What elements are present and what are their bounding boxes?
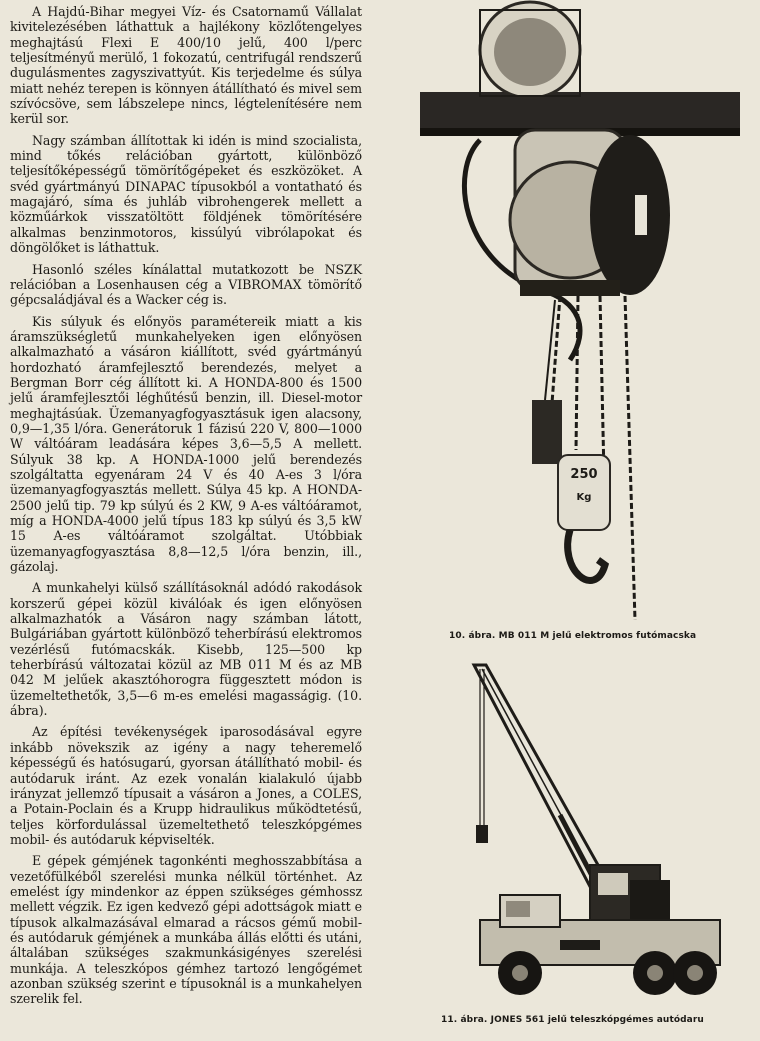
- hook-load-value: 250: [570, 467, 598, 482]
- hoist-photo: [420, 0, 740, 628]
- paragraph-3: Hasonló széles kínálattal mutatkozott be NSZK relációban a Losenhausen cég a VIBROMAX tömörítő gépcsaládjával és a Wacker cég is.: [10, 261, 362, 308]
- hoist-illustration: [420, 0, 740, 628]
- i-beam: [420, 92, 740, 134]
- crane-photo: [440, 655, 740, 1010]
- motor-housing: [590, 135, 670, 295]
- paragraph-2: Nagy számban állítottak ki idén is mind szocialista, mind tőkés relációban gyártott, különböző teljesítőképességű tömörítőgépeket és eszközöket. A svéd gyártmányú DINAPAC típusokból a vontatható és magajáró, síma és juhláb vibrohengerek mellett a közműárkok visszatöltött földjének tömörítésére alkalmas benzinmotoros, kissúlyú vibrólapokat és döngölőket is láthattuk.: [10, 132, 362, 256]
- paragraph-1: A Hajdú-Bihar megyei Víz- és Csatornamű Vállalat kivitelezésében láthattuk a hajlékony közlőtengelyes meghajtású Flexi E 400/10 jelű, 400 l/perc teljesítményű merülő, 1 fokozatú, centrifugál rendszerű dugulásmentes zagyszivattyút. Kis terjedelme és súlya miatt nehéz terepen is könnyen átállítható és mivel sem szívócsöve, sem lábszelepe nincs, légtelenítésére nem kerül sor.: [10, 4, 362, 127]
- figure-11-caption: 11. ábra. JONES 561 jelű teleszkópgémes autódaru: [441, 1015, 704, 1025]
- article-text-column: [10, 4, 362, 1013]
- pendant-control: [532, 400, 562, 464]
- paragraph-4: Kis súlyuk és előnyös paramétereik miatt a kis áramszükségletű munkahelyeken igen előnyösen alkalmazható a vásáron kiállított, svéd gyártmányú hordozható áramfejlesztő berendezés, melyet a Bergman Borr cég állított ki. A HONDA-800 és 1500 jelű áramfejlesztői léghűtésű benzin, ill. Diesel-motor meghajtásúak. Üzemanyagfogyasztásuk igen alacsony, 0,9—1,35 l/óra. Generátoruk 1 fázisú 220 V, 800—1000 W váltóáram leadására képes 3,6—5,5 A mellett. Súlyuk 38 kp. A HONDA-1000 jelű berendezés szolgáltatta egyenáram 24 V és 40 A-es 3 l/óra üzemanyagfogyasztás mellett. Súlya 45 kp. A HONDA-2500 jelű tip. 79 kp súlyú és 2 KW, 9 A-es váltóáramot, míg a HONDA-4000 jelű típus 183 kp súlyú és 3,5 kW 15 A-es váltóáramot szolgáltat. Utóbbiak üzemanyagfogyasztása 8,8—12,5 l/óra benzin, ill., gázolaj.: [10, 313, 362, 575]
- figure-10-caption: 10. ábra. MB 011 M jelű elektromos futómacska: [449, 631, 697, 641]
- paragraph-7: E gépek gémjének tagonkénti meghosszabbítása a vezetőfülkéből szerelési munka nélkül történhet. Az emelést így mindenkor az éppen szükséges gémhossz mellett végzik. Ez igen kedvező gépi adottságok miatt e típusok alkalmazásával elmarad a rácsos gémű mobil- és autódaruk gémjének a munkába állás előtti és utáni, általában szükséges szakmunkásigényes szerelési munkája. A teleszkópos gémhez tartozó lengőgémet azonban szükség szerint e típusoknál is a munkahelyen szerelik fel.: [10, 853, 362, 1007]
- paragraph-6: Az építési tevékenységek iparosodásával egyre inkább növekszik az igény a nagy teheremelő képességű és hatósugarú, gyorsan átállítható mobil- és autódaruk iránt. Az ezek vonalán kialakuló újabb irányzat jellemző típusait a vásáron a Jones, a COLES, a Potain-Poclain és a Krupp hidraulikus működtetésű, teljes körfordulással üzemeltethető teleszkópgémes mobil- és autódaruk képviselték.: [10, 724, 362, 847]
- paragraph-5: A munkahelyi külső szállításoknál adódó rakodások korszerű gépei közül kiválóak és igen előnyösen alkalmazhatók a Vásáron nagy számban látott, Bulgáriában gyártott különböző teherbírású elektromos vezérlésű futómacskák. Kisebb, 125—500 kp teherbírású változatai közül az MB 011 M és az MB 042 M jelűek akasztóhorogra függesztett módon is üzemeltethetők, 3,5—6 m-es emelési magasságig. (10. ábra).: [10, 580, 362, 719]
- crane-illustration: [440, 655, 740, 1010]
- hook-load-unit: Kg: [576, 492, 592, 503]
